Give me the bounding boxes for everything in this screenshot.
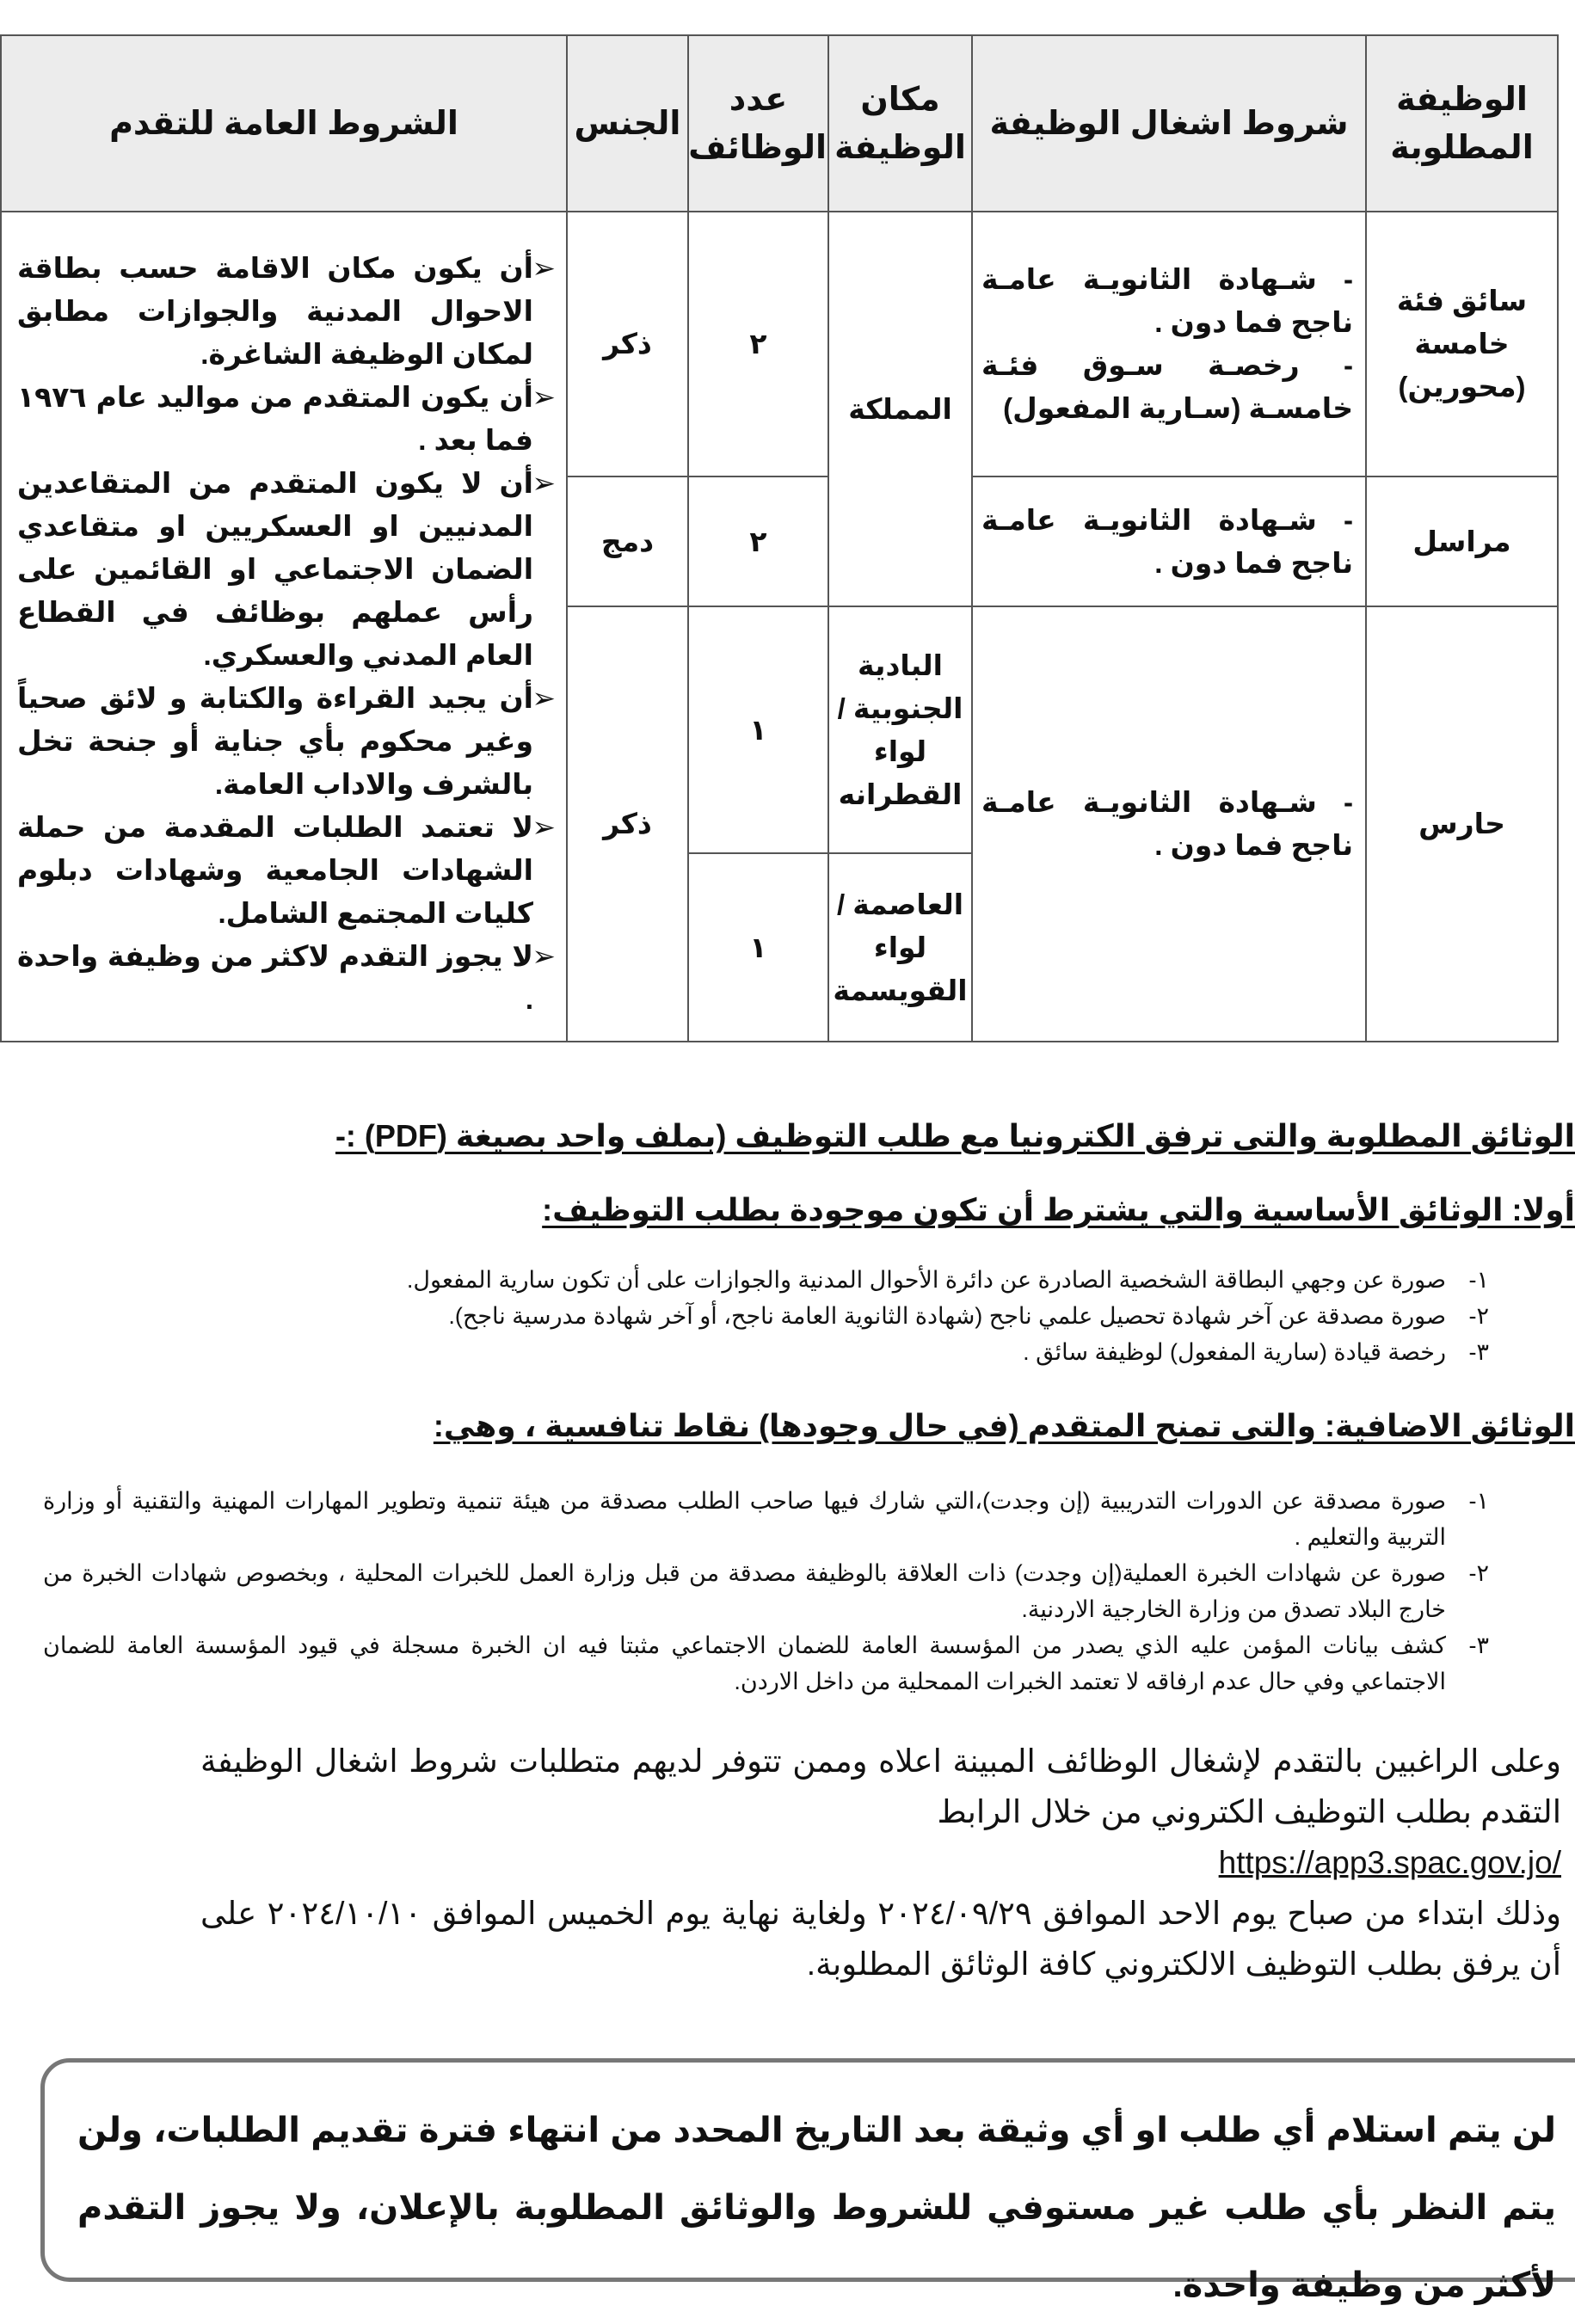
- arrow-bullet-icon: ➢: [532, 467, 556, 499]
- list-item: ٣- كشف بيانات المؤمن عليه الذي يصدر من المؤسسة العامة للضمان الاجتماعي مثبتا فيه ان الخبرة مسجلة في قيود المؤسسة العامة للضمان الاجتماعي وفي حال عدم ارفاقه لا تعتمد الخبرات الممحلية من داخل الاردن.: [43, 1632, 1489, 1694]
- header-conditions: شروط اشغال الوظيفة: [972, 35, 1366, 212]
- job-conditions: [972, 476, 1366, 606]
- general-condition-item: ➢ لا يجوز التقدم لاكثر من وظيفة واحدة .: [17, 935, 556, 1021]
- basic-documents-heading: أولا: الوثائق الأساسية والتي يشترط أن تكون موجودة بطلب التوظيف:: [542, 1192, 1575, 1227]
- general-condition-item: ➢ أن يجيد القراءة والكتابة و لائق صحياً وغير محكوم بأي جناية أو جنحة تخل بالشرف والاداب العامة.: [17, 677, 556, 806]
- arrow-bullet-icon: ➢: [532, 682, 556, 714]
- job-title: سائق فئة خامسة (محورين): [1366, 212, 1558, 476]
- general-condition-item: ➢ لا تعتمد الطلبات المقدمة من حملة الشهادات الجامعية وشهادات دبلوم كليات المجتمع الشامل.: [17, 806, 556, 935]
- arrow-bullet-icon: ➢: [532, 381, 556, 413]
- arrow-bullet-icon: ➢: [532, 940, 556, 972]
- general-condition-item: ➢ أن يكون مكان الاقامة حسب بطاقة الاحوال المدنية والجوازات مطابق لمكان الوظيفة الشاغرة.: [17, 247, 556, 376]
- basic-documents-list: [361, 1262, 1489, 1370]
- documents-heading: الوثائق المطلوبة والتى ترفق الكترونيا مع طلب التوظيف (بملف واحد بصيغة (PDF) :-: [335, 1118, 1575, 1153]
- list-item: ١- صورة مصدقة عن الدورات التدريبية (إن وجدت)،التي شارك فيها صاحب الطلب مصدقة من هيئة تنمية وتطوير المهارات المهنية والتقنية أو وزارة التربية والتعليم .: [43, 1488, 1489, 1550]
- apply-dates: وذلك ابتداء من صباح يوم الاحد الموافق ٢٠٢٤/٠٩/٢٩ ولغاية نهاية يوم الخميس الموافق ٢٠٢٤/١٠/١٠ على أن يرفق بطلب التوظيف الالكتروني كافة الوثائق المطلوبة.: [200, 1896, 1561, 1982]
- notice-text: لن يتم استلام أي طلب او أي وثيقة بعد التاريخ المحدد من انتهاء فترة تقديم الطلبات، ولن يتم النظر بأي طلب غير مستوفي للشروط والوثائق المطلوبة بالإعلان، ولا يجوز التقدم لأكثر من وظيفة واحدة.: [77, 2112, 1556, 2304]
- table-row: [1, 212, 1558, 476]
- apply-link[interactable]: https://app3.spac.gov.jo/: [1218, 1845, 1561, 1880]
- job-title: مراسل: [1366, 476, 1558, 606]
- table-header-row: [1, 35, 1558, 212]
- general-condition-item: ➢ أن لا يكون المتقدم من المتقاعدين المدنيين او العسكريين او متقاعدي الضمان الاجتماعي او القائمين على رأس عملهم بوظائف في القطاع العام المدني والعسكري.: [17, 462, 556, 677]
- header-location: مكان الوظيفة: [828, 35, 972, 212]
- condition-item: - شـهادة الثانويـة عامـة ناجح فما دون .: [981, 786, 1353, 861]
- job-conditions: [972, 212, 1366, 476]
- job-location: المملكة: [828, 212, 972, 606]
- condition-item: - شـهادة الثانويـة عامـة ناجح فما دون .: [981, 503, 1353, 579]
- list-item: ١- صورة عن وجهي البطاقة الشخصية الصادرة عن دائرة الأحوال المدنية والجوازات على أن تكون سارية المفعول.: [406, 1267, 1489, 1293]
- job-count: ١: [688, 853, 828, 1042]
- job-gender: دمج: [567, 476, 688, 606]
- arrow-bullet-icon: ➢: [532, 252, 556, 284]
- job-gender: ذكر: [567, 212, 688, 476]
- condition-item: - شـهادة الثانويـة عامـة ناجح فما دون .: [981, 263, 1353, 338]
- apply-intro: وعلى الراغبين بالتقدم لإشغال الوظائف المبينة اعلاه وممن تتوفر لديهم متطلبات شروط اشغال الوظيفة التقدم بطلب التوظيف الكتروني من خلال الرابط: [200, 1743, 1561, 1829]
- job-count: ٢: [688, 476, 828, 606]
- list-item: ٢- صورة عن شهادات الخبرة العملية(إن وجدت) ذات العلاقة بالوظيفة مصدقة من قبل وزارة العمل للخبرات المحلية ، وبخصوص شهادات الخبرة من خارج البلاد تصدق من وزارة الخارجية الاردنية.: [43, 1560, 1489, 1622]
- job-title: حارس: [1366, 606, 1558, 1042]
- general-conditions: [1, 212, 567, 1042]
- job-count: ٢: [688, 212, 828, 476]
- extra-documents-list: [43, 1483, 1489, 1700]
- job-location: العاصمة / لواء القويسمة: [828, 853, 972, 1042]
- jobs-table: [0, 34, 1559, 1042]
- header-job: الوظيفة المطلوبة: [1366, 35, 1558, 212]
- list-item: ٢- صورة مصدقة عن آخر شهادة تحصيل علمي ناجح (شهادة الثانوية العامة ناجح، أو آخر شهادة مدرسية ناجح).: [448, 1303, 1489, 1329]
- list-item: ٣- رخصة قيادة (سارية المفعول) لوظيفة سائق .: [1023, 1339, 1489, 1365]
- job-count: ١: [688, 606, 828, 853]
- job-conditions: [972, 606, 1366, 1042]
- header-count: عدد الوظائف: [688, 35, 828, 212]
- job-gender: ذكر: [567, 606, 688, 1042]
- apply-paragraph: [200, 1736, 1561, 1989]
- job-location: البادية الجنوبية / لواء القطرانه: [828, 606, 972, 853]
- header-gender: الجنس: [567, 35, 688, 212]
- condition-item: - رخصـة سـوق فئـة خامسـة (سـارية المفعول): [981, 349, 1353, 424]
- header-general: الشروط العامة للتقدم: [1, 35, 567, 212]
- arrow-bullet-icon: ➢: [532, 811, 556, 843]
- general-condition-item: ➢ أن يكون المتقدم من مواليد عام ١٩٧٦ فما بعد .: [17, 376, 556, 462]
- extra-documents-heading: الوثائق الاضافية: والتى تمنح المتقدم (في حال وجودها) نقاط تنافسية ، وهي:: [433, 1408, 1575, 1443]
